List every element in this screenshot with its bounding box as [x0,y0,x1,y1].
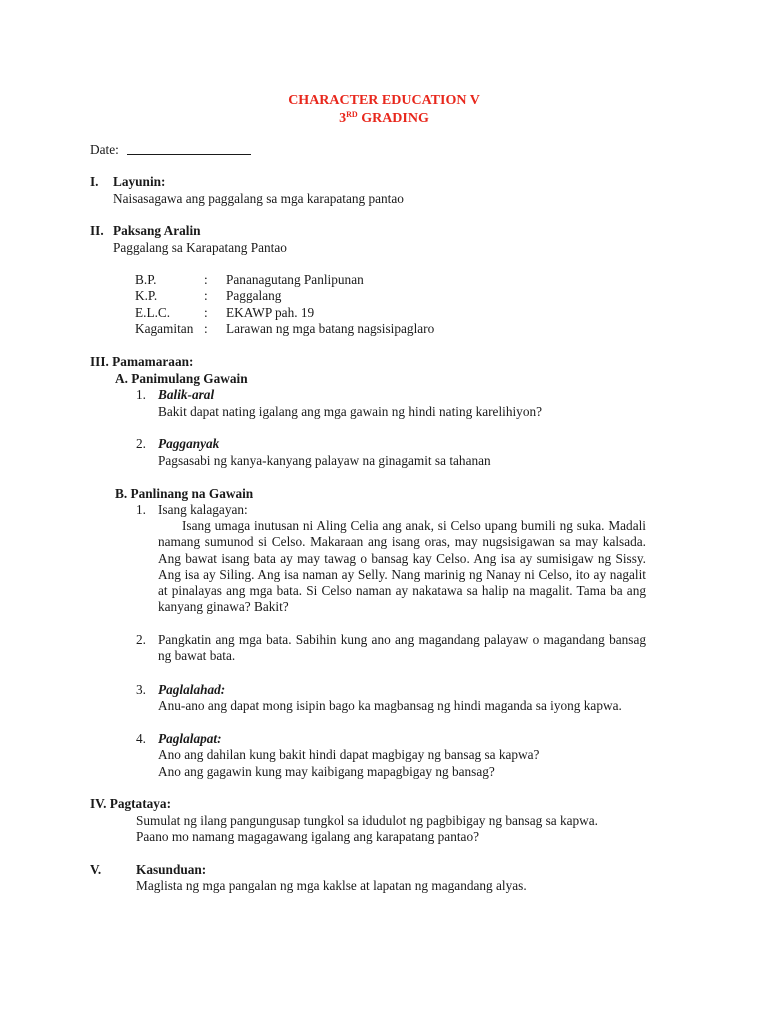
detail-colon: : [204,272,208,287]
part-a-item-1-title: Balik-aral [158,387,215,402]
section-4-title: IV. Pagtataya: [90,796,172,811]
detail-label: K.P. [135,288,158,303]
document-title: CHARACTER EDUCATION V [288,93,480,108]
part-b-item-3-text: Anu-ano ang dapat mong isipin bago ka magbansag ng hindi maganda sa iyong kapwa. [158,698,622,713]
section-1-title: Layunin: [113,174,166,189]
section-2-number: II. [90,223,104,238]
part-a-item-2-title: Pagganyak [158,436,220,451]
grading-superscript: RD [346,110,358,119]
part-b-item-2-text: Pangkatin ang mga bata. Sabihin kung ano ang magandang palayaw o magandang bansag ng bawat bata. [158,632,646,664]
part-a-item-2-text: Pagsasabi ng kanya-kanyang palayaw na ginagamit sa tahanan [158,453,491,468]
section-2-title: Paksang Aralin [113,223,201,238]
section-4-line-1: Sumulat ng ilang pangungusap tungkol sa idudulot ng pagbibigay ng bansag sa kapwa. [136,813,599,828]
grading-word: GRADING [357,111,429,126]
section-5-number: V. [90,862,102,877]
section-3-title: III. Pamamaraan: [90,354,194,369]
part-b-item-3-number: 3. [136,682,146,697]
part-a-title: A. Panimulang Gawain [115,371,248,386]
part-b-title: B. Panlinang na Gawain [115,486,254,501]
detail-colon: : [204,288,208,303]
part-b-item-4-title: Paglalapat: [158,731,222,746]
part-b-item-3-title: Paglalahad: [158,682,226,697]
grading-heading [0,110,768,127]
section-1-number: I. [90,174,99,189]
detail-value: Paggalang [226,288,282,303]
section-1-text: Naisasagawa ang paggalang sa mga karapatang pantao [113,191,404,206]
part-b-item-2-number: 2. [136,632,146,647]
section-2-text: Paggalang sa Karapatang Pantao [113,240,287,255]
detail-label: Kagamitan [135,321,194,336]
detail-value: Larawan ng mga batang nagsisipaglaro [226,321,435,336]
situation-paragraph: Isang umaga inutusan ni Aling Celia ang anak, si Celso upang bumili ng suka. Madali namang sumunod si Celso. Makaraan ang isang oras, may nugsisigawan sa may kalsada. Ang bawat isang bata ay may tawag o bansag kay Celso. Ang isa ay sumisigaw ng Sissy. Ang isa ay Siling. Ang isa naman ay Selly. Nang marinig ng Nanay ni Celso, ito ay nagalit at pinalayas ang mga bata. Si Celso naman ay nakatawa sa halip na magalit. Tama ba ang kanyang ginawa? Bakit? [158,518,646,615]
part-a-item-1-text: Bakit dapat nating igalang ang mga gawain ng hindi nating karelihiyon? [158,404,543,419]
part-b-item-4-line-2: Ano ang gagawin kung may kaibigang mapagbigay ng bansag? [158,764,495,779]
part-a-item-2-number: 2. [136,436,146,451]
part-b-item-4-number: 4. [136,731,146,746]
part-a-item-1-number: 1. [136,387,146,402]
part-b-item-4-line-1: Ano ang dahilan kung bakit hindi dapat magbigay ng bansag sa kapwa? [158,747,540,762]
detail-colon: : [204,321,208,336]
grading-number: 3 [339,111,347,126]
detail-colon: : [204,305,208,320]
section-4-line-2: Paano mo namang magagawang igalang ang karapatang pantao? [136,829,479,844]
detail-value: EKAWP pah. 19 [226,305,315,320]
date-blank [127,142,251,155]
detail-label: B.P. [135,272,157,287]
date-line [90,142,251,158]
part-b-item-1-number: 1. [136,502,146,517]
date-label: Date: [90,142,119,157]
section-5-title: Kasunduan: [136,862,207,877]
detail-label: E.L.C. [135,305,171,320]
part-b-item-1-title: Isang kalagayan: [158,502,248,517]
section-5-text: Maglista ng mga pangalan ng mga kaklse at lapatan ng magandang alyas. [136,878,527,893]
detail-value: Pananagutang Panlipunan [226,272,364,287]
